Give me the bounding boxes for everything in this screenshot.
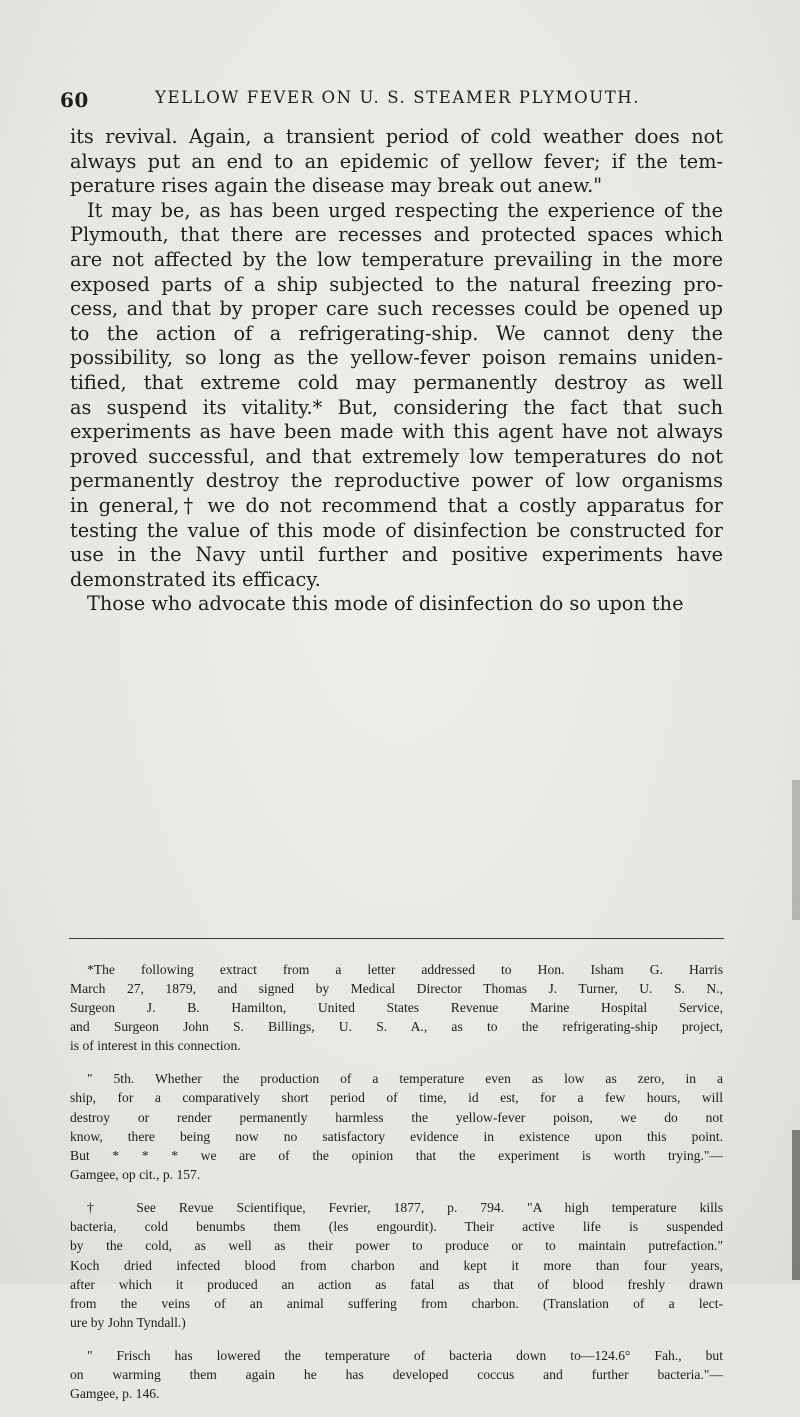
text-line: by the cold, as well as their power to produce or to maintain putrefaction." — [70, 1238, 723, 1254]
scan-edge-shadow — [792, 1130, 800, 1280]
text-line: Gamgee, p. 146. — [70, 1386, 160, 1402]
scan-edge-shadow — [792, 780, 800, 920]
text-line: It may be, as has been urged respecting the experience of the — [87, 198, 723, 222]
page-number: 60 — [60, 88, 89, 112]
footnote — [70, 960, 723, 1056]
footnote — [70, 1069, 723, 1184]
text-line: in general,† we do not recommend that a costly apparatus for — [70, 493, 723, 517]
text-line: ure by John Tyndall.) — [70, 1315, 186, 1331]
text-line: use in the Navy until further and positive experiments have — [70, 543, 723, 567]
footnote — [70, 1198, 723, 1332]
text-line: But * * * we are of the opinion that the experiment is worth trying."— — [70, 1148, 723, 1164]
text-line: after which it produced an action as fatal as that of blood freshly drawn — [70, 1276, 723, 1292]
text-line: its revival. Again, a transient period of cold weather does not — [70, 125, 723, 148]
text-line: to the action of a refrigerating-ship. We cannot deny the — [70, 321, 723, 345]
text-line: and Surgeon John S. Billings, U. S. A., as to the refrigerating-ship project, — [70, 1019, 723, 1035]
footnote-rule — [69, 938, 724, 939]
footnote — [70, 1346, 723, 1404]
text-line: Those who advocate this mode of disinfection do so upon the — [87, 592, 684, 616]
text-line: Gamgee, op cit., p. 157. — [70, 1167, 201, 1183]
text-line: always put an end to an epidemic of yellow fever; if the tem- — [70, 149, 723, 173]
text-line: cess, and that by proper care such recesses could be opened up — [70, 297, 723, 321]
paragraph — [70, 592, 723, 617]
text-line: demonstrated its efficacy. — [70, 567, 321, 591]
text-line: on warming them again he has developed coccus and further bacteria."— — [70, 1367, 723, 1383]
text-line: from the veins of an animal suffering from charbon. (Translation of a lect- — [70, 1296, 723, 1312]
page-header — [60, 88, 720, 112]
text-line: testing the value of this mode of disinfection be constructed for — [70, 518, 723, 542]
text-line: *The following extract from a letter addressed to Hon. Isham G. Harris — [87, 961, 723, 977]
text-line: know, there being now no satisfactory evidence in existence upon this point. — [70, 1128, 723, 1144]
text-line: Surgeon J. B. Hamilton, United States Revenue Marine Hospital Service, — [70, 1000, 723, 1015]
text-line: exposed parts of a ship subjected to the natural freezing pro- — [70, 272, 723, 296]
text-line: is of interest in this connection. — [70, 1038, 241, 1054]
text-line: proved successful, and that extremely low temperatures do not — [70, 444, 723, 468]
text-line: perature rises again the disease may break out anew." — [70, 174, 603, 198]
paragraph — [70, 125, 723, 199]
text-line: " 5th. Whether the production of a temperature even as low as zero, in a — [87, 1071, 723, 1087]
text-line: ship, for a comparatively short period of time, id est, for a few hours, will — [70, 1090, 723, 1106]
body-text — [70, 125, 723, 617]
text-line: March 27, 1879, and signed by Medical Director Thomas J. Turner, U. S. N., — [70, 980, 723, 996]
footnotes — [70, 946, 723, 1417]
text-line: tified, that extreme cold may permanently destroy as well — [70, 370, 723, 394]
text-line: bacteria, cold benumbs them (les engourdit). Their active life is suspended — [70, 1219, 723, 1235]
text-line: as suspend its vitality.* But, considering the fact that such — [70, 395, 723, 419]
text-line: Koch dried infected blood from charbon and kept it more than four years, — [70, 1257, 723, 1273]
paragraph — [70, 199, 723, 593]
text-line: Plymouth, that there are recesses and protected spaces which — [70, 223, 723, 247]
text-line: experiments as have been made with this agent have not always — [70, 420, 723, 444]
text-line: are not affected by the low temperature prevailing in the more — [70, 247, 723, 271]
text-line: possibility, so long as the yellow-fever poison remains uniden- — [70, 346, 723, 370]
text-line: † See Revue Scientifique, Fevrier, 1877, p. 794. "A high temperature kills — [87, 1200, 723, 1216]
text-line: permanently destroy the reproductive power of low organisms — [70, 469, 723, 493]
text-line: " Frisch has lowered the temperature of bacteria down to—124.6° Fah., but — [87, 1348, 723, 1364]
text-line: destroy or render permanently harmless the yellow-fever poison, we do not — [70, 1109, 723, 1125]
running-title: YELLOW FEVER ON U. S. STEAMER PLYMOUTH. — [155, 88, 641, 107]
